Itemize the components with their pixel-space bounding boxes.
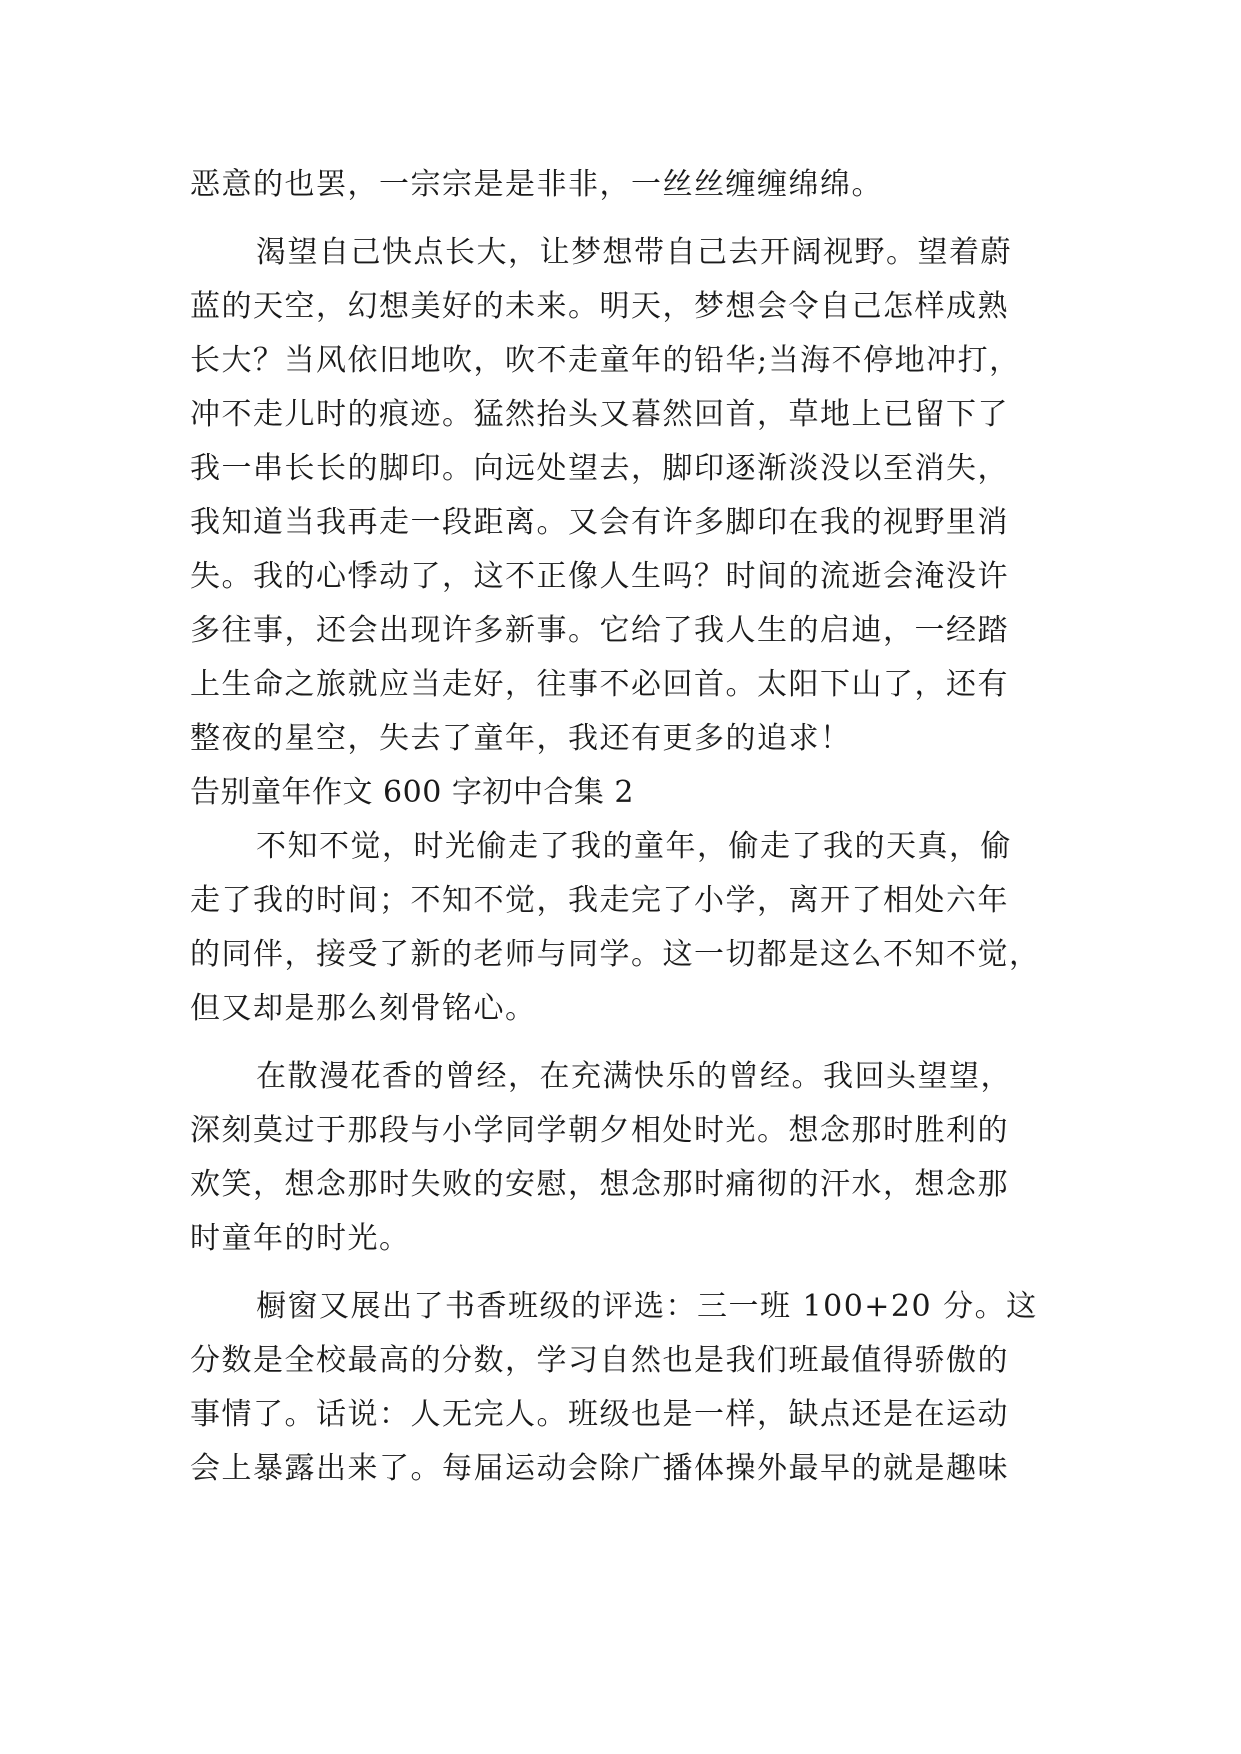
paragraph-line: 我一串长长的脚印。向远处望去，脚印逐渐淡没以至消失， xyxy=(190,451,1009,486)
paragraph-line: 时童年的时光。 xyxy=(190,1221,411,1256)
paragraph-line: 走了我的时间；不知不觉，我走完了小学，离开了相处六年 xyxy=(190,883,1009,918)
paragraph-line: 冲不走儿时的痕迹。猛然抬头又暮然回首，草地上已留下了 xyxy=(190,397,1009,432)
paragraph-line: 恶意的也罢，一宗宗是是非非，一丝丝缠缠绵绵。 xyxy=(190,167,883,202)
paragraph-line: 的同伴，接受了新的老师与同学。这一切都是这么不知不觉， xyxy=(190,937,1041,972)
paragraph-spacer xyxy=(190,1036,1070,1050)
document-body xyxy=(190,158,1070,1496)
paragraph-line: 渴望自己快点长大，让梦想带自己去开阔视野。望着蔚 xyxy=(256,235,1012,270)
paragraph-line: 在散漫花香的曾经，在充满快乐的曾经。我回头望望， xyxy=(256,1059,1012,1094)
paragraph-spacer xyxy=(190,1266,1070,1280)
paragraph-line: 多往事，还会出现许多新事。它给了我人生的启迪，一经踏 xyxy=(190,613,1009,648)
paragraph-line: 我知道当我再走一段距离。又会有许多脚印在我的视野里消 xyxy=(190,505,1009,540)
paragraph-line: 会上暴露出来了。每届运动会除广播体操外最早的就是趣味 xyxy=(190,1451,1009,1486)
paragraph-line: 整夜的星空，失去了童年，我还有更多的追求！ xyxy=(190,721,852,756)
paragraph-line: 不知不觉，时光偷走了我的童年，偷走了我的天真，偷 xyxy=(256,829,1012,864)
paragraph-line: 蓝的天空，幻想美好的未来。明天，梦想会令自己怎样成熟 xyxy=(190,289,1009,324)
paragraph-line: 事情了。话说：人无完人。班级也是一样，缺点还是在运动 xyxy=(190,1397,1009,1432)
paragraph-line: 失。我的心悸动了，这不正像人生吗？时间的流逝会淹没许 xyxy=(190,559,1009,594)
paragraph-line: 分数是全校最高的分数，学习自然也是我们班最值得骄傲的 xyxy=(190,1343,1009,1378)
paragraph-spacer xyxy=(190,212,1070,226)
paragraph-line: 长大？当风依旧地吹，吹不走童年的铅华;当海不停地冲打， xyxy=(190,343,1021,378)
paragraph-line: 橱窗又展出了书香班级的评选：三一班 100+20 分。这 xyxy=(256,1289,1038,1324)
section-heading: 告别童年作文 600 字初中合集 2 xyxy=(190,775,634,810)
paragraph-line: 但又却是那么刻骨铭心。 xyxy=(190,991,537,1026)
paragraph-line: 上生命之旅就应当走好，往事不必回首。太阳下山了，还有 xyxy=(190,667,1009,702)
paragraph-line: 欢笑，想念那时失败的安慰，想念那时痛彻的汗水，想念那 xyxy=(190,1167,1009,1202)
paragraph-line: 深刻莫过于那段与小学同学朝夕相处时光。想念那时胜利的 xyxy=(190,1113,1009,1148)
